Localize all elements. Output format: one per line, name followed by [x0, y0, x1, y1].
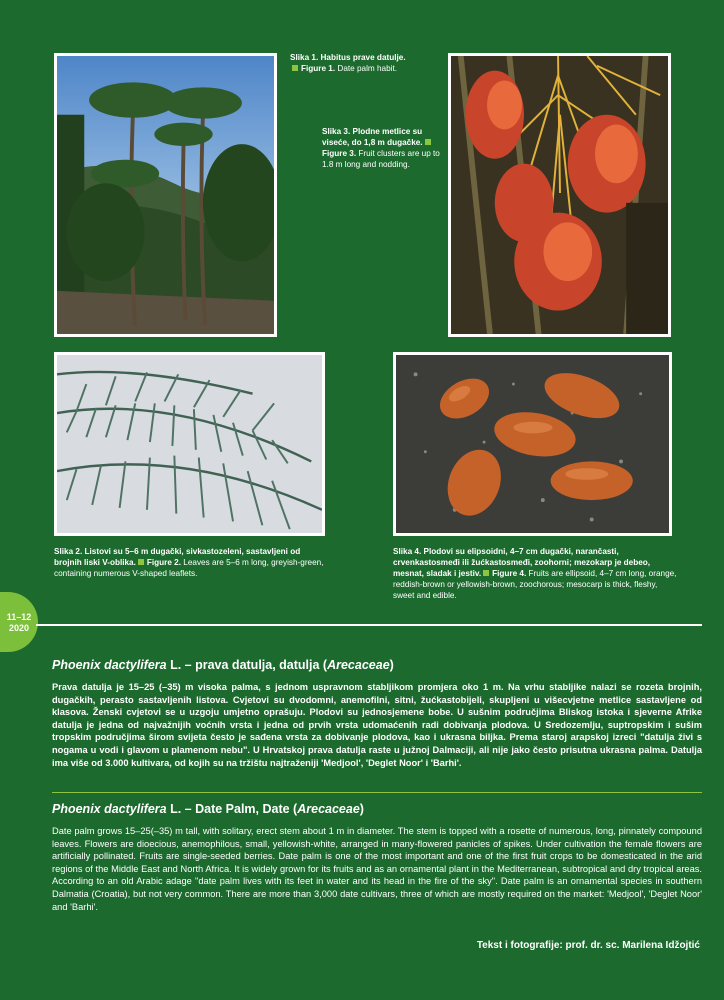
caption-figure-2 — [54, 546, 329, 579]
family-name: Arecaceae — [297, 802, 360, 816]
issue-badge — [0, 592, 38, 652]
caption-3-hr-label: Slika 3. — [322, 127, 351, 136]
issue-badge-year: 2020 — [8, 623, 30, 633]
caption-3-hr-text: Plodne metlice su viseće, do 1,8 m dugačke. — [322, 127, 423, 147]
credit-line: Tekst i fotografije: prof. dr. sc. Marilena Idžojtić — [476, 940, 700, 951]
heading-close: ) — [359, 802, 364, 816]
caption-2-en-label: Figure 2. — [146, 558, 182, 567]
caption-3-en-label: Figure 3. — [322, 149, 357, 158]
caption-4-hr-text: Plodovi su elipsoidni, 4–7 cm dugački, narančasti, crvenkastosmeđi ili žućkastosmeđi, zoohorni; mezokarp je debeo, mesnat, sladak i jestiv. — [393, 547, 651, 578]
heading-english — [52, 802, 364, 816]
heading-rest: L. – prava datulja, datulja ( — [166, 658, 328, 672]
family-name: Arecaceae — [327, 658, 390, 672]
section-divider — [36, 624, 702, 626]
photo-fruit-clusters — [448, 53, 671, 337]
photo-palm-habit — [54, 53, 277, 337]
green-square-icon — [292, 65, 298, 71]
photo-leaves — [54, 352, 325, 536]
green-square-icon — [138, 559, 144, 565]
leaves-image — [57, 355, 322, 533]
caption-4-en-text: Fruits are ellipsoid, 4–7 cm long, orange, reddish-brown or yellowish-brown, zoochorous; mesocarp is thick, fleshy, sweet and edible. — [393, 569, 677, 600]
body-croatian: Prava datulja je 15–25 (–35) m visoka palma, s jednom uspravnom stabljikom promjera oko 1 m. Na vrhu stabljike nalazi se rozeta brojnih, dugačkih, perasto sastavljenih listova. Cvjetovi su dvodomni, anemofilni, sitni, žućkastobijeli, skupljeni u višecvjetne metlice sastavljene od klasova. Ženski cvjetovi se u uzgoju umjetno oprašuju. Plodovi su jednosjemene bobe. U sušnim područjima Bliskog istoka i sjeverne Afrike datulja je jedna od najvažnijih voćnih vrsta i jedna od prvih vrsta udomaćenih radi dobivanja plodova. U Sredozemlju, suptropskim i sušim tropskim područjima širom svijeta često je sađena vrsta za dobivanje plodova, kao i ukrasna biljka. Prema staroj arapskoj izreci "datulja živi s nogama u vodi i glavom u plamenom nebu". U Hrvatskoj prava datulja raste u južnoj Dalmaciji, ali nije jako često prisutna ukrasna palma. Datulja ima više od 3.000 kultivara, od kojih su na tržištu najtraženiji 'Medjool', 'Deglet Noor' i 'Barhi'. — [52, 682, 702, 768]
heading-croatian — [52, 658, 394, 672]
green-square-icon — [425, 139, 431, 145]
body-english: Date palm grows 15–25(–35) m tall, with solitary, erect stem about 1 m in diameter. The stem is topped with a rosette of numerous, long, pinnately compound leaves. Flowers are dioecious, anemophilous, small, yellowish-white, arranged in many-flowered panicles of spikes. Under cultivation the female flowers are artificially pollinated. Fruits are single-seeded berries. Date palm is one of the most important and one of the first fruit crops to be domesticated in the arid regions of the Middle East and North Africa. It is widely grown for its fruits and as an ornamental plant in the Mediterranean, subtropical and dry tropical areas. According to an old Arabic adage "date palm lives with its feet in water and its head in the fire of the sky". Date palm is an ornamental species in southern Dalmatia (Croatia), but not very common. There are more than 3,000 date cultivars, three of which are mostly required on the market: 'Medjool', 'Deglet Noor' and 'Barhi'. — [52, 826, 702, 912]
caption-4-en-label: Figure 4. — [492, 569, 527, 578]
issue-badge-number: 11–12 — [6, 612, 32, 622]
caption-2-hr-label: Slika 2. — [54, 547, 83, 556]
caption-1-en-label: Figure 1. — [301, 64, 336, 73]
caption-figure-3 — [322, 126, 440, 170]
caption-2-hr-text: Listovi su 5–6 m dugački, sivkastozeleni, sastavljeni od brojnih liski V-oblika. — [54, 547, 301, 567]
caption-3-en-text: Fruit clusters are up to 1.8 m long and nodding. — [322, 149, 440, 169]
heading-close: ) — [389, 658, 394, 672]
palm-habit-image — [57, 56, 274, 334]
species-name: Phoenix dactylifera — [52, 658, 167, 672]
caption-1-hr-label: Slika 1. — [290, 53, 319, 62]
caption-figure-4 — [393, 546, 678, 601]
photo-fruits — [393, 352, 672, 536]
fruit-clusters-image — [451, 56, 668, 334]
green-square-icon — [483, 570, 489, 576]
caption-1-en-text: Date palm habit. — [337, 64, 398, 73]
caption-1-hr-text: Habitus prave datulje. — [320, 53, 406, 62]
species-name: Phoenix dactylifera — [52, 802, 167, 816]
heading-rest: L. – Date Palm, Date ( — [166, 802, 298, 816]
caption-2-en-text: Leaves are 5–6 m long, greyish-green, containing numerous V-shaped leaflets. — [54, 558, 324, 578]
caption-figure-1 — [290, 52, 420, 74]
caption-4-hr-label: Slika 4. — [393, 547, 422, 556]
section-separator — [52, 792, 702, 793]
fruits-image — [396, 355, 669, 533]
